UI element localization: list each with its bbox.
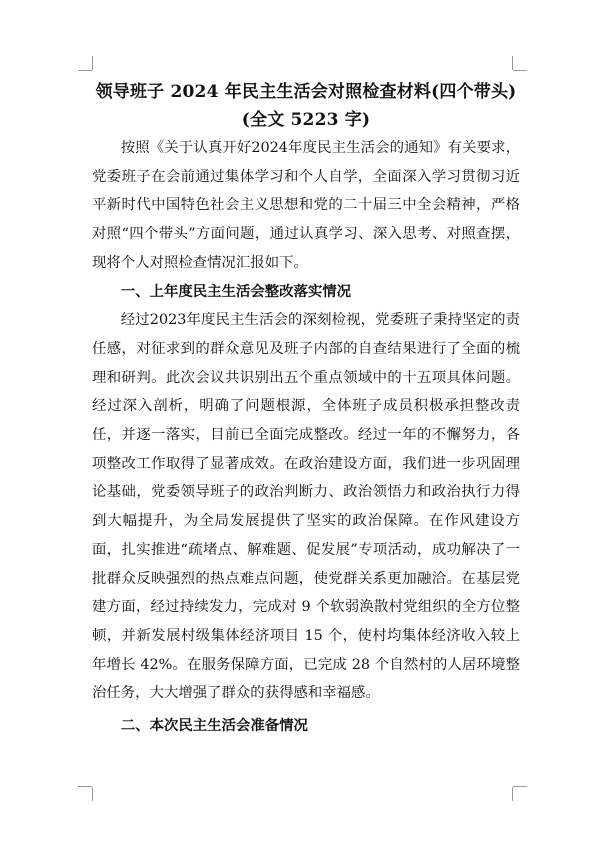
document-subtitle: (全文 5223 字) xyxy=(241,110,371,130)
section-1-heading: 一、上年度民主生活会整改落实情况 xyxy=(120,282,352,300)
intro-paragraph: 按照《关于认真开好2024年度民主生活会的通知》有关要求，党委班子在会前通过集体学习和个人自学，全面深入学习贯彻习近平新时代中国特色社会主义思想和党的二十届三中全会精神，严格对照“四个带头”方面问题，通过认真学习、深入思考、对照查摆，现将个人对照检查情况汇报如下。 xyxy=(92,140,520,271)
document-body xyxy=(92,78,520,741)
document-title: 领导班子 2024 年民主生活会对照检查材料(四个带头) xyxy=(95,82,517,102)
section-1-paragraph: 经过2023年度民主生活会的深刻检视，党委班子秉持坚定的责任感，对征求到的群众意见及班子内部的自查结果进行了全面的梳理和研判。此次会议共识别出五个重点领域中的十五项具体问题。经过深入剖析，明确了问题根源，全体班子成员积极承担整改责任，并逐一落实，目前已全面完成整改。经过一年的不懈努力，各项整改工作取得了显著成效。在政治建设方面，我们进一步巩固理论基础，党委领导班子的政治判断力、政治领悟力和政治执行力得到大幅提升，为全局发展提供了坚实的政治保障。在作风建设方面，扎实推进“疏堵点、解难题、促发展”专项活动，成功解决了一批群众反映强烈的热点难点问题，使党群关系更加融洽。在基层党建方面，经过持续发力，完成对 9 个软弱涣散村党组织的全方位整顿，并新发展村级集体经济项目 15 个，使村均集体经济收入较上年增长 42%。在服务保障方面，已完成 28 个自然村的人居环境整治任务，大大增强了群众的获得感和幸福感。 xyxy=(92,312,520,702)
section-2-heading: 二、本次民主生活会准备情况 xyxy=(120,717,308,735)
